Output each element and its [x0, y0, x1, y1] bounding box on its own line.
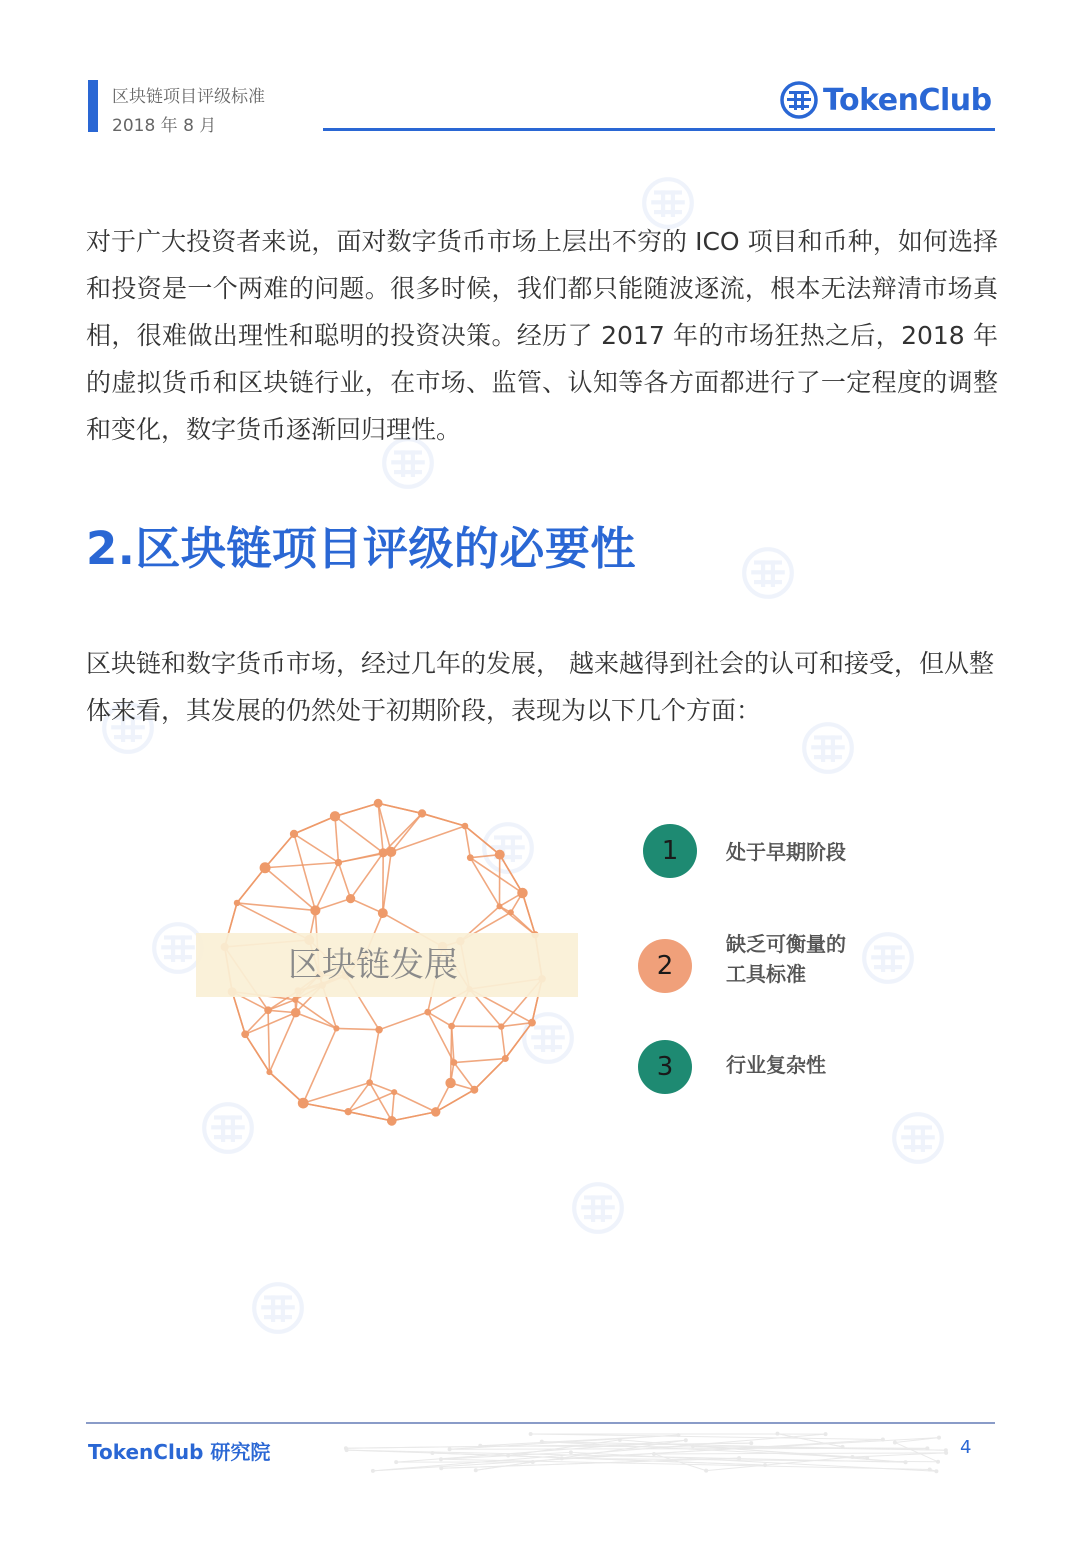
- sphere-edge: [383, 813, 422, 852]
- sphere-node: [264, 1006, 272, 1014]
- sphere-edge: [303, 1028, 336, 1103]
- sphere-node: [345, 1108, 352, 1115]
- sphere-edge: [383, 852, 391, 913]
- tokenclub-logo-icon: [779, 80, 819, 120]
- sphere-node: [496, 903, 502, 909]
- point-1-badge: 1: [643, 824, 697, 878]
- sphere-edge: [370, 1083, 395, 1093]
- sphere-node: [418, 809, 426, 817]
- watermark: [570, 1180, 626, 1240]
- point-3-label: [726, 1050, 826, 1080]
- footer-net-node: [893, 1440, 897, 1444]
- sphere-edge: [501, 1027, 505, 1059]
- sphere-edge: [338, 863, 350, 899]
- sphere-node: [234, 900, 240, 906]
- sphere-node: [445, 1078, 455, 1088]
- sphere-node: [495, 850, 505, 860]
- sphere-node: [467, 854, 474, 861]
- footer-network-decoration: [330, 1428, 970, 1478]
- sphere-edge: [474, 1059, 505, 1090]
- sphere-node: [431, 1107, 440, 1116]
- sphere-edge: [351, 899, 383, 913]
- footer-net-node: [704, 1469, 708, 1473]
- sphere-edge: [379, 1012, 428, 1030]
- sphere-edge: [245, 1034, 269, 1072]
- sphere-node: [448, 1023, 455, 1030]
- sphere-node: [290, 830, 298, 838]
- footer-net-edge: [531, 1434, 883, 1440]
- sphere-node: [517, 888, 527, 898]
- sphere-edge: [454, 1059, 505, 1063]
- sphere-edge: [465, 826, 500, 855]
- sphere-edge: [303, 1103, 348, 1112]
- sphere-node: [462, 823, 469, 830]
- header-divider: [323, 128, 995, 131]
- footer-net-node: [474, 1468, 478, 1472]
- sphere-edge: [335, 816, 338, 862]
- sphere-node: [241, 1030, 249, 1038]
- sphere-edge: [451, 1026, 452, 1083]
- sphere-edge: [245, 1010, 268, 1034]
- watermark-logo-icon: [570, 1180, 626, 1236]
- sphere-node: [498, 1023, 504, 1029]
- sphere-node: [330, 811, 340, 821]
- sphere-node: [391, 1089, 397, 1095]
- watermark: [740, 545, 796, 605]
- footer-net-node: [371, 1469, 375, 1473]
- sphere-edge: [394, 1092, 436, 1112]
- sphere-edge: [470, 858, 522, 893]
- sphere-edge: [268, 1010, 269, 1072]
- footer-net-node: [394, 1460, 398, 1464]
- footer-net-node: [448, 1447, 452, 1451]
- header-accent-bar: [88, 80, 98, 132]
- footer-divider: [86, 1422, 995, 1424]
- sphere-node: [528, 1019, 536, 1027]
- point-3-label-line1: 行业复杂性: [726, 1053, 826, 1077]
- sphere-node: [424, 1009, 431, 1016]
- sphere-node: [451, 1059, 458, 1066]
- section-paragraph: 区块链和数字货币市场，经过几年的发展， 越来越得到社会的认可和接受，但从整体来看，其发展的仍然处于初期阶段，表现为以下几个方面：: [86, 649, 994, 725]
- footer-net-node: [934, 1469, 938, 1473]
- watermark: [890, 1110, 946, 1170]
- footer-net-node: [676, 1433, 680, 1437]
- sphere-node: [379, 848, 388, 857]
- sphere-node: [310, 905, 320, 915]
- sphere-edge: [422, 813, 465, 826]
- sphere-edge: [237, 868, 265, 903]
- watermark-logo-icon: [890, 1110, 946, 1166]
- point-2-label-line1: 缺乏可衡量的: [726, 932, 846, 956]
- sphere-node: [375, 1026, 382, 1033]
- sphere-edge: [335, 816, 383, 852]
- logo-text: TokenClub: [823, 82, 992, 118]
- sphere-node: [333, 1025, 339, 1031]
- sphere-edge: [269, 1072, 303, 1103]
- watermark-logo-icon: [740, 545, 796, 601]
- footer-net-node: [684, 1438, 688, 1442]
- footer-net-node: [345, 1448, 349, 1452]
- watermark-logo-icon: [250, 1280, 306, 1336]
- sphere-edge: [336, 1028, 379, 1029]
- sphere-node: [260, 862, 271, 873]
- center-label: 区块链发展: [288, 945, 458, 985]
- footer-net-node: [439, 1457, 443, 1461]
- sphere-node: [335, 859, 342, 866]
- sphere-node: [502, 1055, 509, 1062]
- sphere-node: [374, 799, 383, 808]
- footer-net-node: [737, 1456, 741, 1460]
- sphere-node: [298, 1098, 309, 1109]
- sphere-node: [508, 909, 514, 915]
- sphere-edge: [378, 803, 422, 813]
- point-1-label-line1: 处于早期阶段: [726, 840, 846, 864]
- sphere-edge: [454, 1063, 474, 1090]
- point-2-label: [726, 929, 846, 989]
- point-2-badge: 2: [638, 939, 692, 993]
- document-date: 2018 年 8 月: [112, 116, 217, 136]
- sphere-edge: [294, 816, 335, 834]
- sphere-edge: [348, 1112, 392, 1121]
- sphere-node: [266, 1069, 272, 1075]
- point-2-label-line2: 工具标准: [726, 962, 806, 986]
- footer-net-node: [850, 1455, 854, 1459]
- sphere-edge: [265, 868, 315, 911]
- sphere-edge: [392, 1112, 436, 1121]
- point-3-badge: 3: [638, 1040, 692, 1094]
- intro-paragraph: 对于广大投资者来说，面对数字货币市场上层出不穷的 ICO 项目和币种，如何选择和投资是一个两难的问题。很多时候，我们都只能随波逐流，根本无法辩清市场真相，很难做出理性和聪明的投资决策。经历了 2017 年的市场狂热之后，2018 年的虚拟货币和区块链行业，在市场、监管、认知等各方面都进行了一定程度的调整和变化，数字货币逐渐回归理性。: [86, 227, 998, 444]
- sphere-edge: [470, 858, 499, 907]
- watermark: [860, 930, 916, 990]
- sphere-edge: [303, 1083, 369, 1104]
- tokenclub-logo: [779, 80, 992, 120]
- watermark: [250, 1280, 306, 1340]
- sphere-edge: [499, 906, 535, 934]
- sphere-node: [366, 1079, 373, 1086]
- sphere-edge: [500, 855, 523, 893]
- sphere-edge: [370, 1030, 379, 1083]
- watermark-logo-icon: [860, 930, 916, 986]
- sphere-node: [470, 1086, 478, 1094]
- sphere-edge: [335, 803, 378, 816]
- footer-net-edge: [895, 1442, 938, 1461]
- sphere-node: [346, 894, 355, 903]
- document-title: 区块链项目评级标准: [112, 87, 265, 107]
- point-1-label: [726, 837, 846, 867]
- footer-net-edge: [654, 1453, 946, 1454]
- sphere-edge: [265, 834, 294, 868]
- sphere-node: [291, 1008, 300, 1017]
- sphere-edge: [501, 1023, 532, 1027]
- section-heading: 2.区块链项目评级的必要性: [86, 522, 636, 575]
- page-number: 4: [960, 1437, 972, 1458]
- sphere-node: [378, 908, 388, 918]
- sphere-edge: [505, 1023, 532, 1059]
- footer-brand: TokenClub 研究院: [88, 1440, 271, 1464]
- sphere-node: [387, 1116, 397, 1126]
- sphere-node: [292, 997, 298, 1003]
